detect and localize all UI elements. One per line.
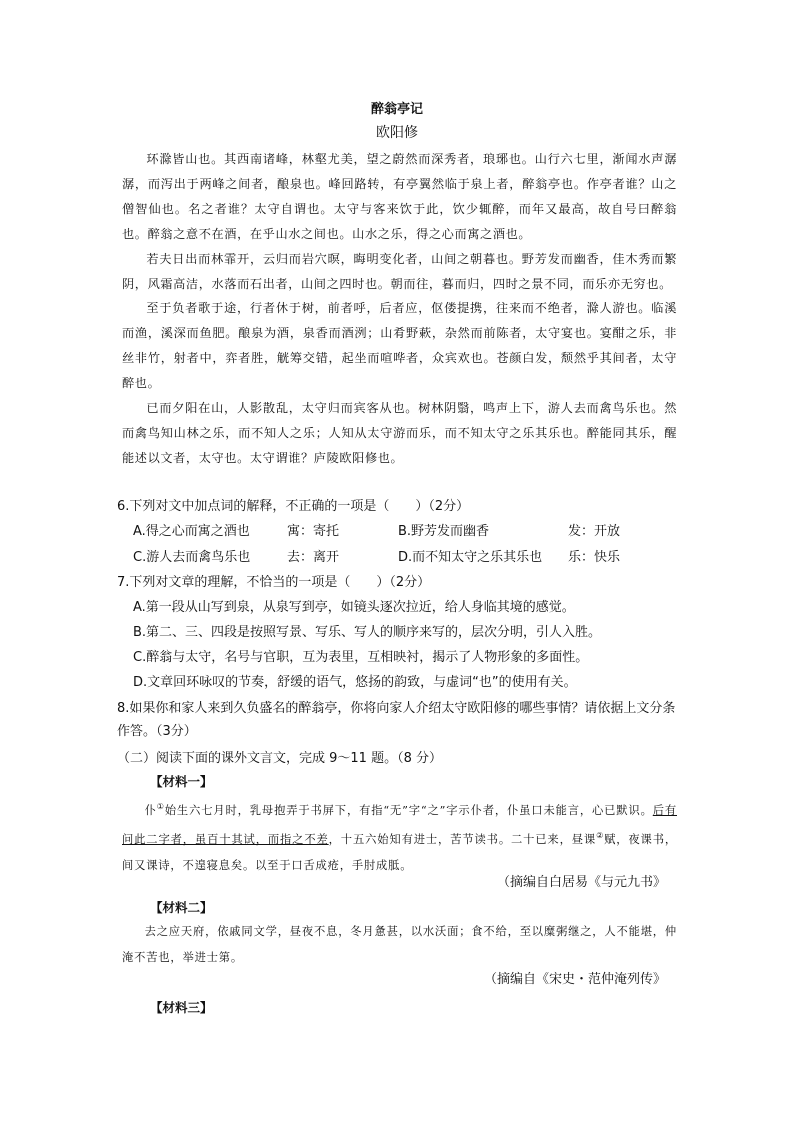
passage-paragraph-3: 至于负者歌于途，行者休于树，前者呼，后者应，伛偻提携，往来而不绝者，滁人游也。临溪而渔，溪深而鱼肥。酿泉为酒，泉香而酒洌；山肴野蔌，杂然而前陈者，太守宴也。宴酣之乐，非丝非竹，射者中，弈者胜，觥筹交错，起坐而喧哗者，众宾欢也。苍颜白发，颓然乎其间者，太守醉也。 <box>122 301 677 391</box>
material-2-body <box>122 919 677 970</box>
q7-option-b: B.第二、三、四段是按照写景、写乐、写人的顺序来写的，层次分明，引人入胜。 <box>133 625 602 640</box>
q6-option-c-gloss: 去：离开 <box>287 550 340 565</box>
material-1-text: ，十五六始知有进士，苦节读书。二十已来，昼课 <box>328 833 597 847</box>
material-1-body <box>122 794 677 878</box>
footnote-marker-2: ② <box>596 831 605 841</box>
q6-option-b-gloss: 发：开放 <box>568 524 621 539</box>
passage-paragraph-1: 环滁皆山也。其西南诸峰，林壑尤美，望之蔚然而深秀者，琅琊也。山行六七里，渐闻水声潺潺，而泻出于两峰之间者，酿泉也。峰回路转，有亭翼然临于泉上者，醉翁亭也。作亭者谁？山之僧智仙也。名之者谁？太守自谓也。太守与客来饮于此，饮少辄醉，而年又最高，故自号曰醉翁也。醉翁之意不在酒，在乎山水之间也。山水之乐，得之心而寓之酒也。 <box>122 152 677 241</box>
material-2-source: （摘编自《宋史・范仲淹列传》 <box>483 972 666 987</box>
material-1-paragraph <box>122 794 677 878</box>
material-1-text: 赋，夜课书，间又课诗，不遑寝息矣。以至于口舌成疮，手肘成胝。 <box>122 833 677 872</box>
material-1-source: （摘编自白居易《与元九书》 <box>496 875 666 890</box>
material-1-heading: 【材料一】 <box>150 774 213 789</box>
footnote-marker-1: ① <box>156 802 165 811</box>
material-2-heading: 【材料二】 <box>150 900 213 915</box>
material-2-paragraph: 去之应天府，依戚同文学，昼夜不息，冬月惫甚，以水沃面；食不给，至以糜粥继之，人不能堪，仲淹不苦也，举进士第。 <box>122 925 677 964</box>
material-1-text: 始生六七月时，乳母抱弄于书屏下，有指“无”字“之”字示仆者，仆虽口未能言，心已默识。 <box>164 803 653 817</box>
q6-option-b: B.野芳发而幽香 <box>398 524 490 539</box>
q6-option-d-gloss: 乐：快乐 <box>568 550 621 565</box>
underlined-sentence: 后有问此二字者，虽百十其试，而指之不差 <box>122 803 677 847</box>
question-7-stem: 7.下列对文章的理解，不恰当的一项是（ ）（2分） <box>117 575 431 590</box>
passage-body <box>122 147 677 471</box>
passage-title: 醉翁亭记 <box>370 102 423 117</box>
q6-option-a: A.得之心而寓之酒也 <box>133 524 250 539</box>
q6-option-a-gloss: 寓：寄托 <box>287 524 340 539</box>
q7-option-a: A.第一段从山写到泉，从泉写到亭，如镜头逐次拉近，给人身临其境的感觉。 <box>133 600 575 615</box>
section-two-heading: （二）阅读下面的课外文言文，完成 9～11 题。（8 分） <box>117 751 442 766</box>
passage-paragraph-4: 已而夕阳在山，人影散乱，太守归而宾客从也。树林阴翳，鸣声上下，游人去而禽鸟乐也。然而禽鸟知山林之乐，而不知人之乐；人知从太守游而乐，而不知太守之乐其乐也。醉能同其乐，醒能述以文者，太守也。太守谓谁？庐陵欧阳修也。 <box>122 401 677 465</box>
passage-paragraph-2: 若夫日出而林霏开，云归而岩穴暝，晦明变化者，山间之朝暮也。野芳发而幽香，佳木秀而繁阴，风霜高洁，水落而石出者，山间之四时也。朝而往，暮而归，四时之景不同，而乐亦无穷也。 <box>122 251 677 291</box>
material-1-text: 仆 <box>144 803 157 817</box>
passage-author: 欧阳修 <box>376 125 418 141</box>
q7-option-d: D.文章回环咏叹的节奏，舒缓的语气，悠扬的韵致，与虚词“也”的使用有关。 <box>133 675 577 690</box>
material-3-heading: 【材料三】 <box>150 1000 213 1015</box>
question-6-stem: 6.下列对文中加点词的解释，不正确的一项是（ ）（2分） <box>117 499 470 514</box>
q6-option-d: D.而不知太守之乐其乐也 <box>398 550 543 565</box>
q7-option-c: C.醉翁与太守，名号与官职，互为表里，互相映衬，揭示了人物形象的多面性。 <box>133 650 589 665</box>
question-8: 8.如果你和家人来到久负盛名的醉翁亭，你将向家人介绍太守欧阳修的哪些事情？请依据上文分条作答。（3分） <box>117 701 676 739</box>
q6-option-c: C.游人去而禽鸟乐也 <box>133 550 251 565</box>
